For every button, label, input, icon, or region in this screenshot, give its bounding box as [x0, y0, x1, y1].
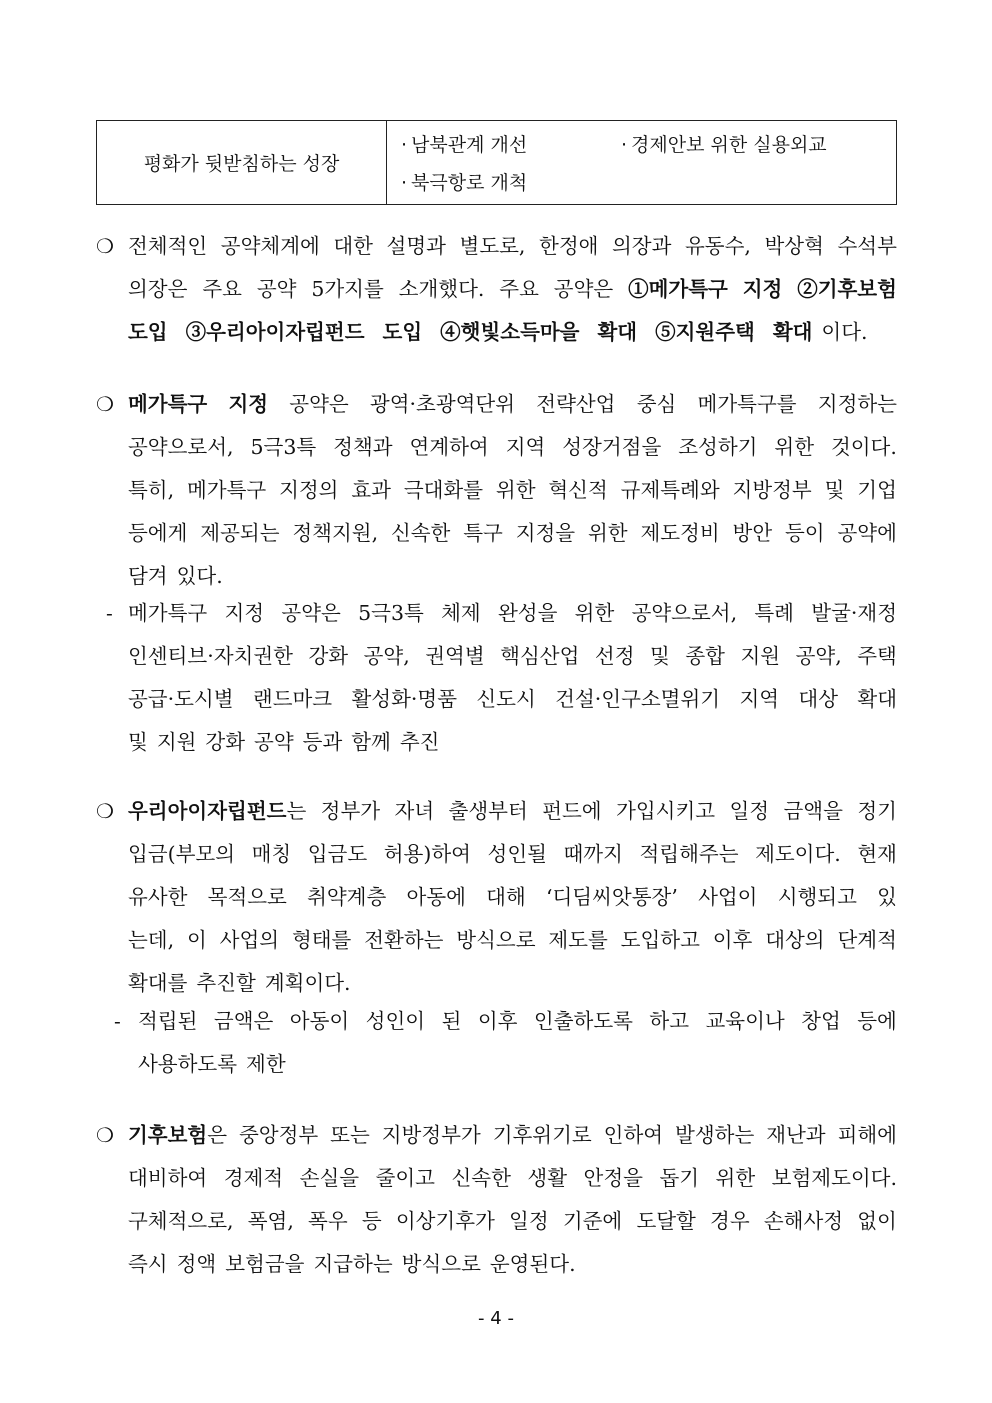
word: 일정 [509, 1209, 549, 1233]
dash-marker: - [114, 1009, 121, 1033]
word: 공약 [256, 277, 297, 301]
text-line [128, 721, 897, 764]
word: 현재 [857, 842, 897, 866]
word: 폭염, [247, 1209, 294, 1233]
word: 공약은 [553, 277, 614, 301]
text-line [128, 833, 897, 876]
word: ④햇빛소득마을 [440, 320, 580, 344]
word: 대상 [798, 687, 839, 711]
word: 공약체계에 [220, 234, 320, 258]
word: 제도이다. [755, 842, 841, 866]
word: 이 [186, 928, 207, 952]
word: 지방정부가 [381, 1123, 481, 1147]
text-line [128, 678, 897, 721]
dash-marker: - [106, 601, 113, 625]
word: 입금(부모의 [128, 842, 236, 866]
text-line [128, 635, 897, 678]
word: 지정 [742, 277, 783, 301]
word: 5극3특 [250, 435, 317, 459]
word: 수석부 [837, 234, 897, 258]
word: 메가특구 [186, 478, 267, 502]
word: 방식으로 [456, 928, 536, 952]
text-line [128, 592, 897, 635]
word: 박상혁 [764, 234, 824, 258]
subpoint-child-fund [96, 1000, 897, 1086]
word: 피해에 [837, 1123, 897, 1147]
word: 없이 [857, 1209, 897, 1233]
word: 입금도 [307, 842, 368, 866]
page-number: - 4 - [478, 1308, 514, 1329]
text-line [128, 1243, 897, 1286]
word: 공급·도시별 [128, 687, 234, 711]
word: 유동수, [684, 234, 751, 258]
word: 도입 [128, 320, 168, 344]
text-line [128, 383, 897, 426]
pledge-item: · 북극항로 개척 [401, 172, 528, 194]
word: 하고 [649, 1009, 690, 1033]
word: 특구 [463, 521, 503, 545]
word: 함께 [351, 730, 391, 754]
word: 의장은 [128, 277, 188, 301]
pledge-item: · 남북관계 개선 [401, 134, 528, 156]
circle-bullet-icon: ❍ [96, 392, 114, 416]
text-line [128, 225, 897, 268]
word: 보험제도이다. [771, 1166, 897, 1190]
text-line [128, 1200, 897, 1243]
word: 제한 [246, 1052, 286, 1076]
word: 정책과 [333, 435, 393, 459]
word: 지급하는 [313, 1252, 393, 1276]
word: 인센티브·자치권한 [128, 644, 293, 668]
word: 이후 [712, 928, 753, 952]
word: 성장거점을 [562, 435, 662, 459]
word: 인출하도록 [533, 1009, 633, 1033]
word: 발굴·재정 [811, 601, 897, 625]
word: 계획이다. [264, 971, 351, 995]
word: 완성을 [497, 601, 558, 625]
word: 운영된다. [489, 1252, 576, 1276]
word: 공약은 [289, 392, 349, 416]
word: 위한 [574, 601, 615, 625]
word: 규제특례와 [620, 478, 720, 502]
word: 확대 이다. [772, 320, 868, 344]
word: 확대 [857, 687, 897, 711]
word: 기업 [857, 478, 897, 502]
word: 및 [128, 730, 148, 754]
text-line [128, 790, 897, 833]
word: 체제 [441, 601, 481, 625]
word: 지원 [156, 730, 197, 754]
word: 위한 [495, 478, 536, 502]
word: 지방정부 [732, 478, 812, 502]
word: 등과 [302, 730, 343, 754]
word: 정액 [176, 1252, 217, 1276]
text-line [138, 1043, 897, 1086]
word: 강화 [205, 730, 246, 754]
word: 금액은 [213, 1009, 274, 1033]
word: 손실을 [299, 1166, 360, 1190]
word: 매칭 [251, 842, 292, 866]
paragraph-mega-zone [96, 383, 897, 598]
text-line [128, 268, 897, 311]
word: 및 [650, 644, 670, 668]
paragraph-climate-insurance [96, 1114, 897, 1286]
word: 손해사정 [763, 1209, 844, 1233]
word: 적립된 [138, 1009, 198, 1033]
word: 중심 [636, 392, 677, 416]
word: 돕기 [659, 1166, 700, 1190]
word: 공약은 [281, 601, 341, 625]
word: 제공되는 [200, 521, 280, 545]
text-line [128, 876, 897, 919]
word: 출생부터 [448, 799, 528, 823]
word: 주요 [202, 277, 242, 301]
word: 도달할 [636, 1209, 696, 1233]
text-line [138, 1000, 897, 1043]
word: 때까지 [563, 842, 623, 866]
word: 유사한 [128, 885, 188, 909]
word: 공약, [363, 644, 410, 668]
word: 성인이 [365, 1009, 426, 1033]
word: 지정하는 [817, 392, 897, 416]
word: 공약에 [837, 521, 897, 545]
circle-bullet-icon: ❍ [96, 1123, 114, 1147]
word: 극대화를 [403, 478, 484, 502]
word: 위한 [587, 521, 628, 545]
word: 이상기후가 [395, 1209, 495, 1233]
word: 인하여 [603, 1123, 664, 1147]
word: 및 [824, 478, 845, 502]
word: 권역별 [425, 644, 485, 668]
word: 선정 [594, 644, 635, 668]
word: 강화 [308, 644, 349, 668]
word: 지역 [505, 435, 546, 459]
word: 안정을 [583, 1166, 643, 1190]
word: 신속한 [451, 1166, 511, 1190]
word: 기후보험은 [128, 1123, 228, 1147]
word: 확대를 [128, 971, 188, 995]
word: 구체적으로, [128, 1209, 234, 1233]
word: 생활 [527, 1166, 568, 1190]
word: 가입시키고 [616, 799, 716, 823]
text-line [128, 469, 897, 512]
word: 위한 [715, 1166, 756, 1190]
word: 의장과 [612, 234, 672, 258]
text-line [128, 311, 897, 354]
word: 취약계층 [307, 885, 387, 909]
word: 지정을 [515, 521, 576, 545]
word: 조성하기 [678, 435, 758, 459]
word: 재난과 [766, 1123, 826, 1147]
word: 대비하여 [128, 1166, 208, 1190]
word: ②기후보험 [797, 277, 897, 301]
word: 효과 [351, 478, 391, 502]
word: 등이 [785, 521, 825, 545]
pledge-items-cell [387, 121, 897, 205]
word: 설명과 [386, 234, 446, 258]
text-line [128, 512, 897, 555]
text-line [128, 919, 897, 962]
word: 한정애 [539, 234, 599, 258]
word: 발생하는 [675, 1123, 755, 1147]
word: 지정 [224, 601, 265, 625]
word: 사업이 [698, 885, 758, 909]
word: 대해 [486, 885, 526, 909]
word: 즉시 [128, 1252, 168, 1276]
word: 또는 [330, 1123, 370, 1147]
word: 신속한 [390, 521, 451, 545]
word: 추진 [399, 730, 440, 754]
word: 줄이고 [375, 1166, 435, 1190]
word: 대상의 [765, 928, 825, 952]
paragraph-overview [96, 225, 897, 360]
word: 공약, [795, 644, 842, 668]
word: 지원 [740, 644, 781, 668]
word: 금액을 [783, 799, 843, 823]
word: 는데, [128, 928, 175, 952]
word: 등에 [857, 1009, 897, 1033]
word: ③우리아이자립펀드 [185, 320, 365, 344]
text-line [128, 1114, 897, 1157]
word: 단계적 [837, 928, 897, 952]
word: 성인될 [487, 842, 547, 866]
word: 제도를 [548, 928, 608, 952]
word: 랜드마크 [252, 687, 333, 711]
word: ①메가특구 [628, 277, 728, 301]
word: 전략산업 [536, 392, 616, 416]
word: 사업의 [219, 928, 280, 952]
subpoint-mega-zone [96, 592, 897, 764]
text-line [128, 962, 897, 1005]
word: 중앙정부 [238, 1123, 319, 1147]
word: 혁신적 [548, 478, 608, 502]
word: 추진할 [196, 971, 256, 995]
word: 있다. [176, 564, 223, 588]
word: 전체적인 [128, 234, 208, 258]
word: 기준에 [562, 1209, 623, 1233]
word: 일정 [729, 799, 770, 823]
word: 위한 [774, 435, 814, 459]
text-line [128, 426, 897, 469]
pledge-item: · 경제안보 위한 실용외교 [621, 134, 827, 156]
word: 별도로, [459, 234, 526, 258]
circle-bullet-icon: ❍ [96, 799, 114, 823]
word: 메가특구 [128, 392, 208, 416]
word: 등 [361, 1209, 382, 1233]
circle-bullet-icon: ❍ [96, 234, 114, 258]
pledge-category: 평화가 뒷받침하는 성장 [97, 121, 387, 205]
word: 확대 [597, 320, 638, 344]
word: ‘디딤씨앗통장’ [545, 885, 678, 909]
word: 5극3특 [358, 601, 424, 625]
word: 연계하여 [409, 435, 489, 459]
word: 도입 [382, 320, 423, 344]
word: 특례 [754, 601, 794, 625]
word: 정기 [857, 799, 897, 823]
word: 광역·초광역단위 [369, 392, 516, 416]
word: 교육이나 [705, 1009, 785, 1033]
word: 종합 [685, 644, 725, 668]
word: 방식으로 [401, 1252, 481, 1276]
word: 주요 [499, 277, 539, 301]
word: 허용)하여 [383, 842, 471, 866]
word: 펀드에 [542, 799, 602, 823]
word: 공약으로서, [128, 435, 234, 459]
word: 정부가 [320, 799, 381, 823]
word: 전환하는 [364, 928, 444, 952]
word: 우리아이자립펀드는 [128, 799, 307, 823]
word: 자녀 [394, 799, 435, 823]
word: 도입하고 [620, 928, 700, 952]
word: 기후위기로 [492, 1123, 592, 1147]
word: 방안 [732, 521, 773, 545]
word: 신도시 [476, 687, 536, 711]
word: 공약 [254, 730, 294, 754]
word: 메가특구 [128, 601, 208, 625]
word: 지역 [739, 687, 780, 711]
word: 소개했다. [398, 277, 485, 301]
word: 지정의 [279, 478, 339, 502]
word: 제도정비 [640, 521, 720, 545]
word: 적립해주는 [639, 842, 739, 866]
word: 담겨 [128, 564, 168, 588]
word: 시행되고 [777, 885, 857, 909]
word: 폭우 [308, 1209, 348, 1233]
table-row [97, 121, 897, 205]
word: 것이다. [830, 435, 897, 459]
text-line [128, 1157, 897, 1200]
word: 된 [441, 1009, 462, 1033]
word: ⑤지원주택 [655, 320, 755, 344]
word: 정책지원, [292, 521, 379, 545]
word: 있 [877, 885, 897, 909]
word: 경제적 [223, 1166, 284, 1190]
word: 대한 [333, 234, 373, 258]
word: 핵심산업 [500, 644, 580, 668]
word: 보험금을 [225, 1252, 305, 1276]
word: 활성화·명품 [351, 687, 457, 711]
word: 지정 [228, 392, 269, 416]
paragraph-child-fund [96, 790, 897, 1005]
word: 공약으로서, [631, 601, 738, 625]
word: 건설·인구소멸위기 [555, 687, 721, 711]
word: 목적으로 [207, 885, 287, 909]
word: 주택 [857, 644, 897, 668]
word: 메가특구를 [697, 392, 797, 416]
word: 등에게 [128, 521, 188, 545]
word: 형태를 [291, 928, 352, 952]
word: 아동에 [406, 885, 466, 909]
word: 아동이 [289, 1009, 350, 1033]
word: 5가지를 [311, 277, 384, 301]
pledge-table [96, 120, 897, 205]
word: 특히, [128, 478, 175, 502]
word: 경우 [710, 1209, 750, 1233]
word: 이후 [477, 1009, 518, 1033]
word: 사용하도록 [138, 1052, 238, 1076]
word: 창업 [801, 1009, 841, 1033]
